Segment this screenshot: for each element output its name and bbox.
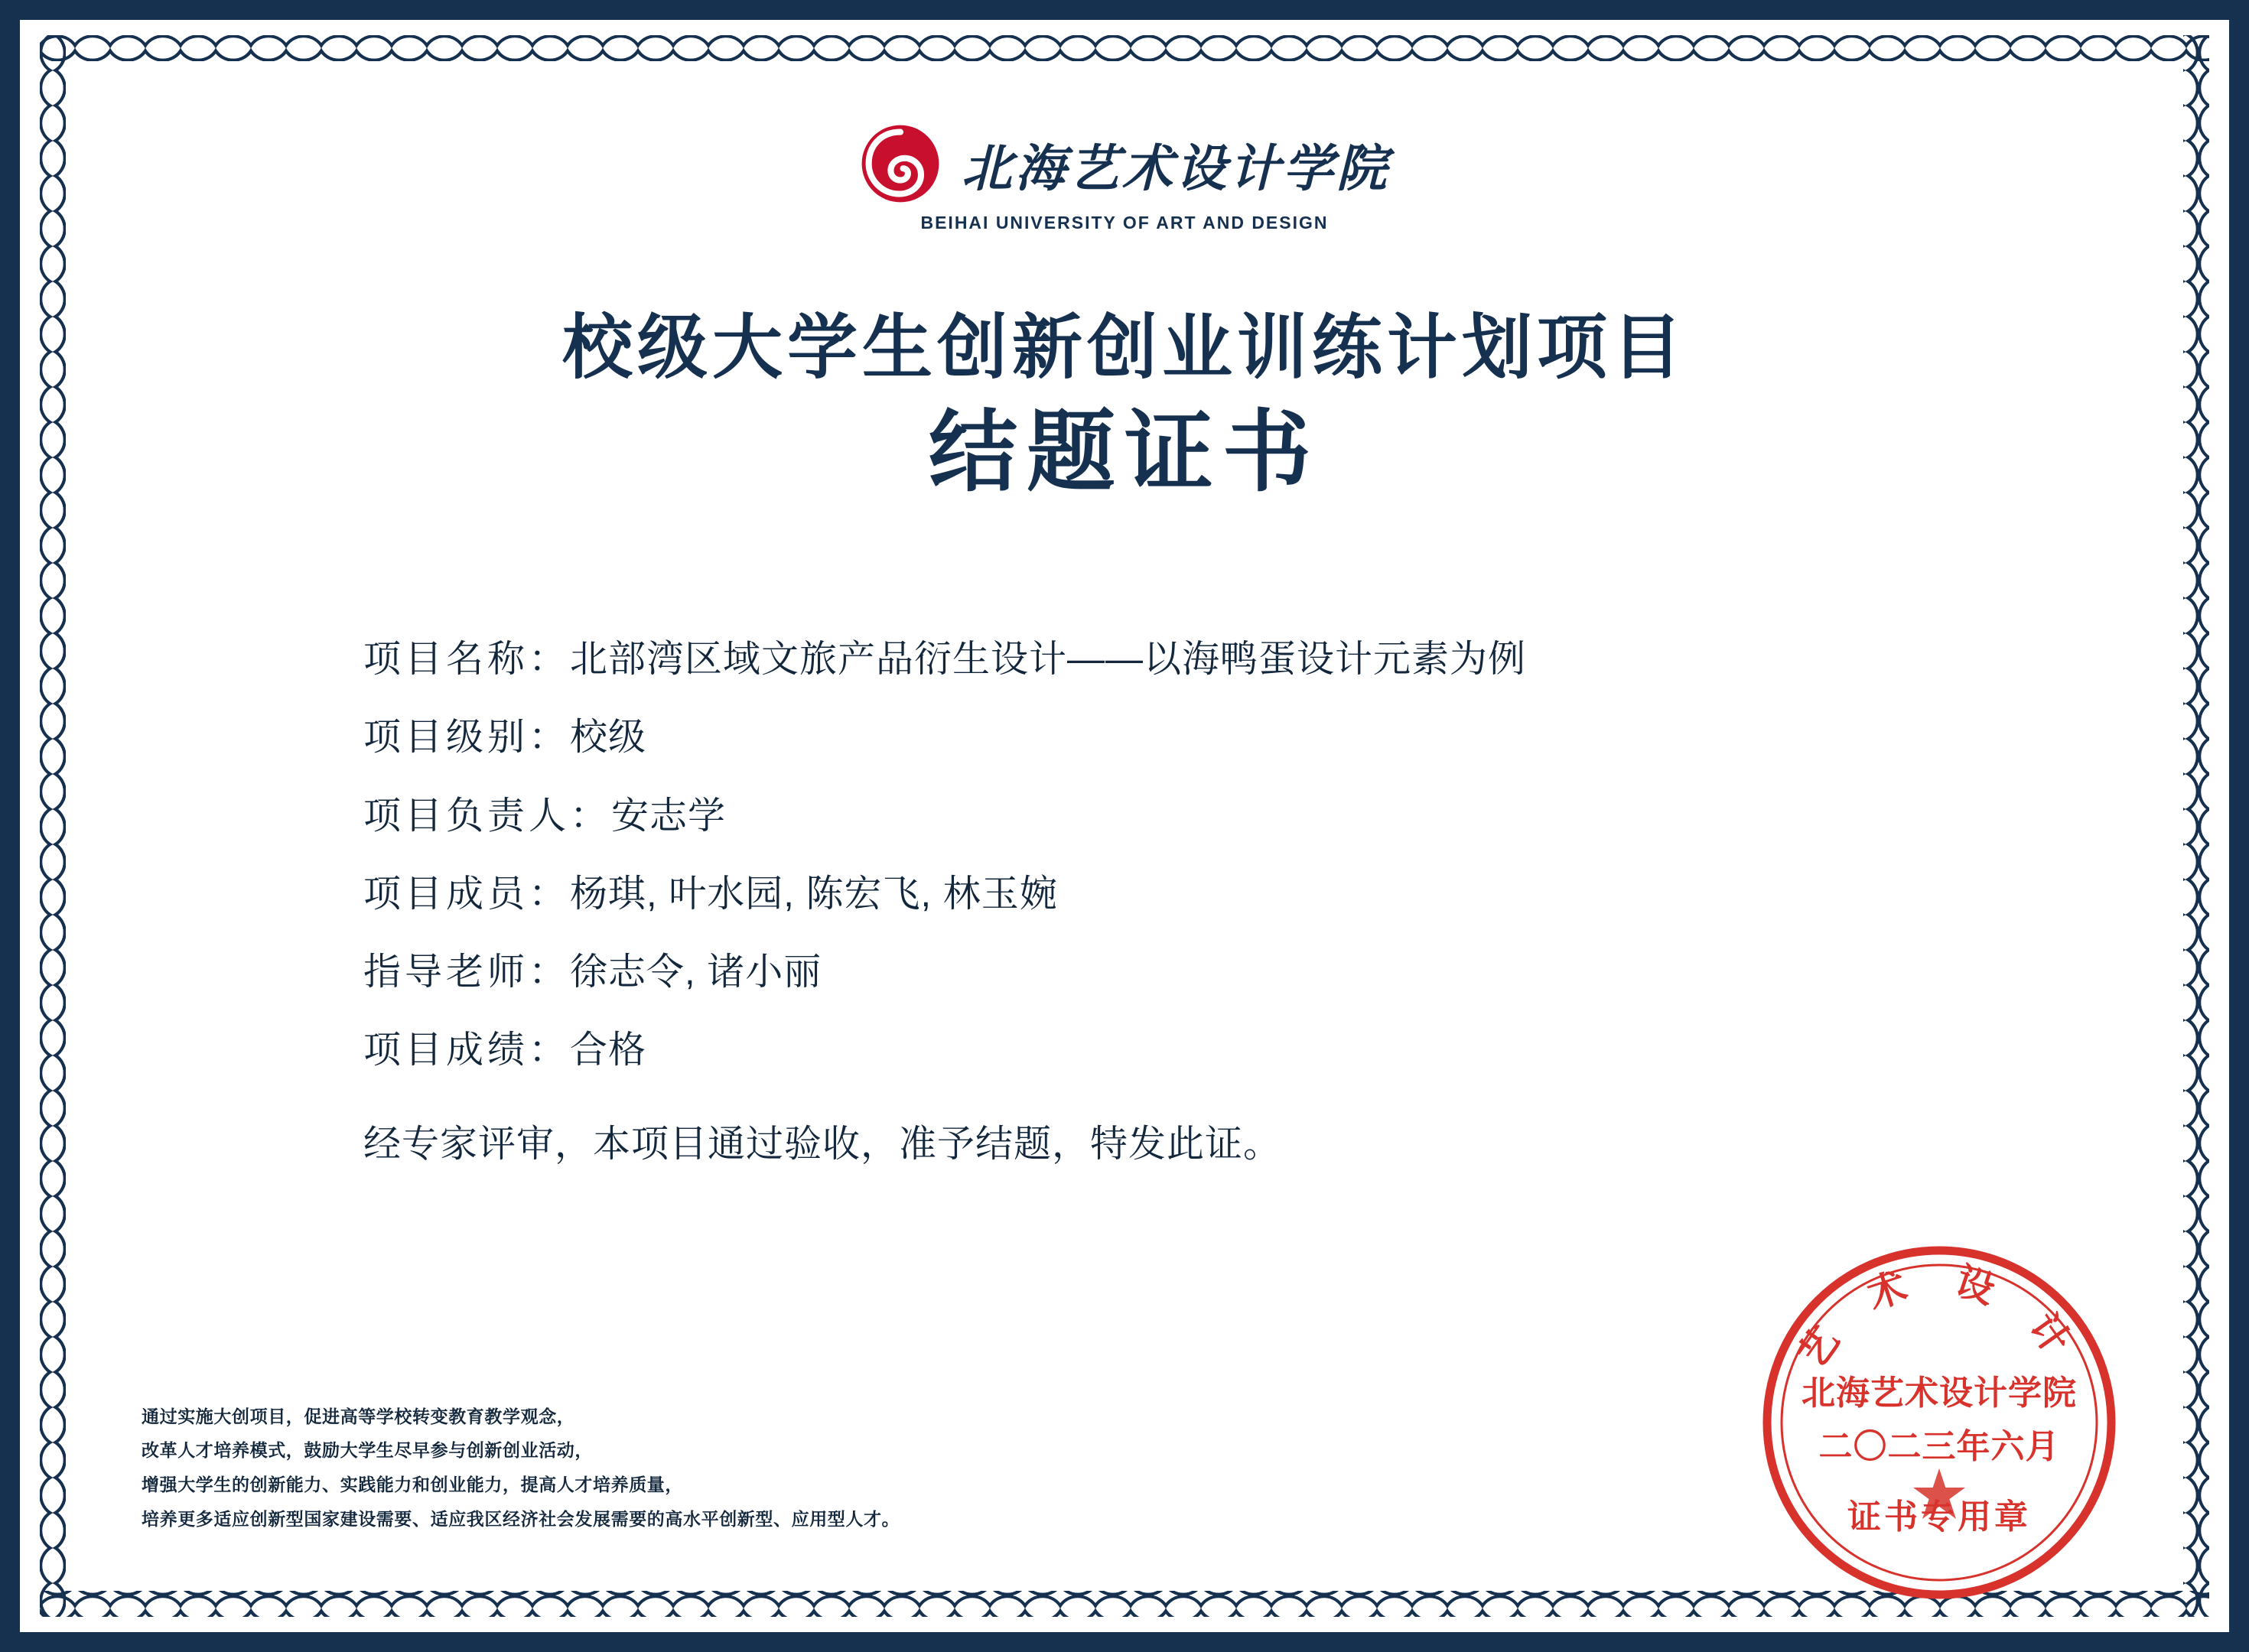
field-value: 北部湾区域文旅产品衍生设计——以海鸭蛋设计元素为例: [570, 639, 1527, 681]
footer-note: [142, 1400, 900, 1537]
certificate-fields: [363, 636, 1970, 1168]
field-label: 项目名称：: [363, 639, 571, 681]
footer-note-line: 培养更多适应创新型国家建设需要、适应我区经济社会发展需要的高水平创新型、应用型人才。: [142, 1510, 900, 1530]
field-label: 项目成绩：: [363, 1029, 571, 1072]
field-value: 合格: [570, 1029, 647, 1072]
field-value: 安志学: [611, 795, 727, 837]
field-label: 项目成员：: [363, 873, 571, 915]
logo-row: [859, 122, 1390, 205]
page-title: 校级大学生创新创业训练计划项目: [561, 309, 1687, 387]
field-project-leader: [363, 793, 1970, 840]
institution-logo: [115, 122, 2134, 233]
field-project-name: [363, 636, 1970, 683]
field-value: 校级: [570, 717, 647, 759]
field-label: 项目负责人：: [363, 795, 612, 837]
footer-note-line: 改革人才培养模式，鼓励大学生尽早参与创新创业活动，: [142, 1441, 593, 1461]
official-seal-stamp: [1756, 1239, 2123, 1606]
logo-chinese-name: 北海艺术设计学院: [962, 141, 1390, 197]
seal-line-3: 证书专用章: [1847, 1498, 2031, 1536]
footer-note-line: 通过实施大创项目，促进高等学校转变教育教学观念，: [142, 1406, 575, 1426]
field-label: 项目级别：: [363, 717, 571, 759]
field-value: 杨琪, 叶水园, 陈宏飞, 林玉婉: [570, 873, 1058, 915]
field-project-result: [363, 1027, 1970, 1074]
field-value: 徐志令, 诸小丽: [570, 951, 822, 993]
seal-arc-text: 艺 术 设 计: [1790, 1259, 2088, 1376]
field-project-members: [363, 871, 1970, 918]
page-subtitle: 结题证书: [929, 404, 1320, 502]
field-project-level: [363, 714, 1970, 761]
university-emblem-icon: [859, 122, 942, 205]
footer-note-line: 增强大学生的创新能力、实践能力和创业能力，提高人才培养质量，: [142, 1475, 683, 1495]
certificate-statement: 经专家评审，本项目通过验收，准予结题，特发此证。: [363, 1123, 1282, 1165]
field-label: 指导老师：: [363, 951, 571, 993]
seal-line-2: 二〇二三年六月: [1818, 1428, 2060, 1465]
logo-english-name: BEIHAI UNIVERSITY OF ART AND DESIGN: [920, 213, 1329, 233]
field-advisors: [363, 949, 1970, 996]
seal-line-1: 北海艺术设计学院: [1801, 1374, 2077, 1412]
